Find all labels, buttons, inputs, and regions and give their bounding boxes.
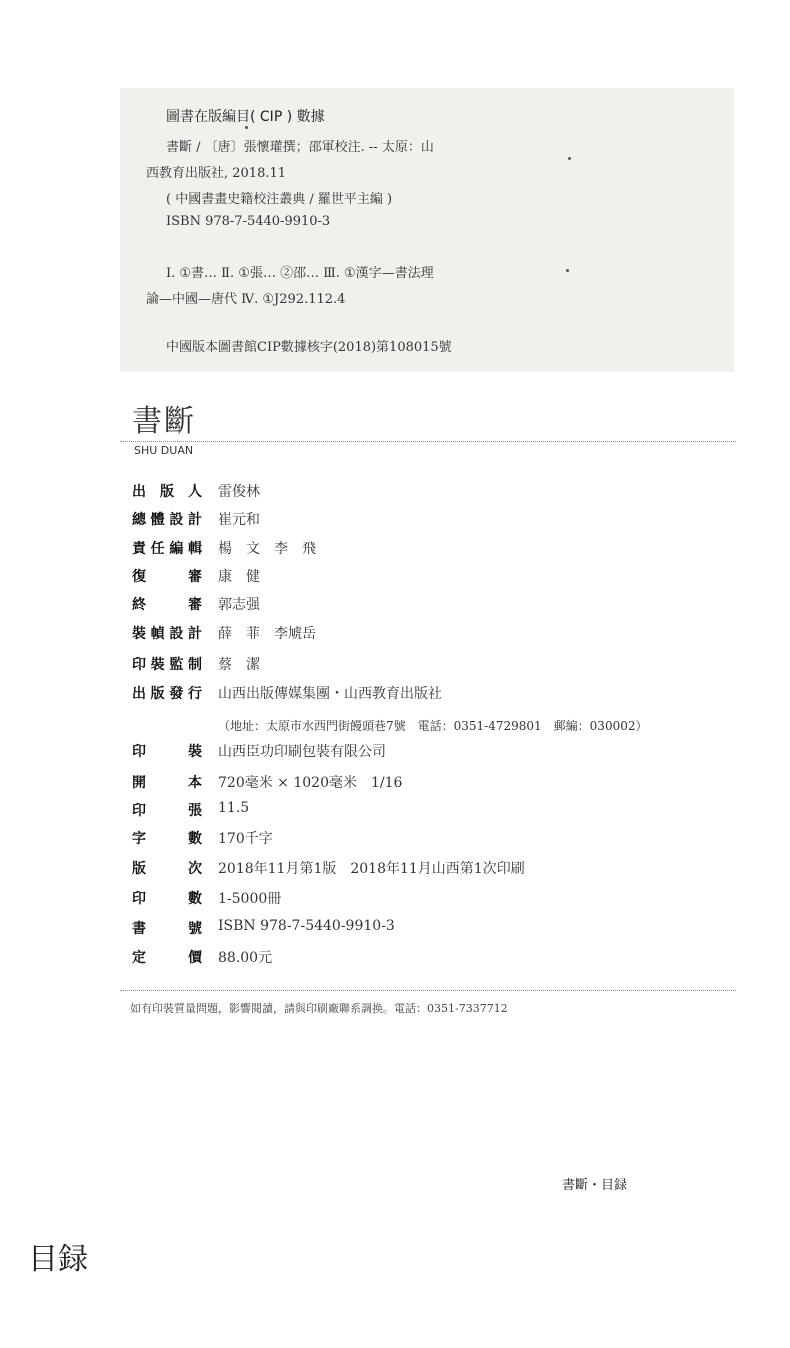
imprint-label-edition: 版次 — [132, 861, 202, 877]
imprint-label-publisher-distributor: 出版發行 — [132, 686, 202, 702]
imprint-label-printer: 印裝 — [132, 744, 202, 760]
table-of-contents-heading: 目録 — [28, 1242, 88, 1277]
imprint-label-price: 定價 — [132, 950, 202, 966]
imprint-value-publisher-distributor: 山西出版傳媒集團・山西教育出版社 — [218, 686, 442, 702]
running-head: 書斷・目録 — [562, 1178, 628, 1193]
imprint-value-overall-design: 崔元和 — [218, 512, 260, 528]
cip-line: 西教育出版社, 2018.11 — [146, 166, 287, 181]
cip-classification-line: 論—中國—唐代 Ⅳ. ①J292.112.4 — [146, 292, 346, 307]
cip-title: 圖書在版編目( CIP ) 數據 — [166, 109, 325, 125]
imprint-value-word-count: 170千字 — [218, 831, 273, 847]
imprint-label-word-count: 字數 — [132, 831, 202, 847]
cip-classification-line: Ⅰ. ①書… Ⅱ. ①張… ②邵… Ⅲ. ①漢字—書法理 — [166, 266, 434, 281]
imprint-value-binding-design: 薛 菲 李虓岳 — [218, 626, 316, 642]
imprint-label-format: 開本 — [132, 775, 202, 791]
imprint-value-edition: 2018年11月第1版 2018年11月山西第1次印刷 — [218, 861, 525, 877]
imprint-label-final-review: 終審 — [132, 597, 202, 613]
imprint-value-editor: 楊 文 李 飛 — [218, 541, 316, 557]
book-title-romanized: SHU DUAN — [134, 444, 194, 457]
cip-isbn-line: ISBN 978-7-5440-9910-3 — [166, 214, 331, 229]
imprint-label-second-review: 復審 — [132, 569, 202, 585]
imprint-label-binding-design: 裝幀設計 — [132, 626, 202, 642]
cip-record-number: 中國版本圖書館CIP數據核字(2018)第108015號 — [166, 340, 452, 355]
divider — [120, 990, 736, 991]
imprint-label-print-run: 印數 — [132, 891, 202, 907]
divider — [120, 441, 736, 442]
imprint-value-format: 720毫米 × 1020毫米 1/16 — [218, 775, 403, 791]
imprint-publisher-address: （地址：太原市水西門街饅頭巷7號 電話：0351-4729801 郵編：030002） — [218, 719, 648, 733]
cip-data-box — [120, 88, 734, 372]
book-title: 書斷 — [132, 404, 196, 439]
imprint-value-print-run: 1-5000冊 — [218, 891, 282, 907]
imprint-value-printer: 山西臣功印刷包裝有限公司 — [218, 744, 386, 760]
imprint-value-sheets: 11.5 — [218, 800, 250, 816]
imprint-value-print-supervision: 蔡 潔 — [218, 657, 260, 673]
print-speck — [568, 157, 571, 160]
print-speck — [566, 269, 569, 272]
imprint-label-isbn: 書號 — [132, 921, 202, 937]
imprint-value-second-review: 康 健 — [218, 569, 260, 585]
imprint-label-overall-design: 總體設計 — [132, 512, 202, 528]
cip-line: 書斷 / 〔唐〕張懷瓘撰；邵軍校注. -- 太原：山 — [166, 140, 434, 155]
imprint-value-final-review: 郭志强 — [218, 597, 260, 613]
print-speck — [245, 126, 248, 129]
quality-notice: 如有印裝質量問題，影響閱讀，請與印刷廠聯系調换。電話：0351-7337712 — [130, 1002, 508, 1015]
imprint-value-price: 88.00元 — [218, 950, 273, 966]
imprint-value-isbn: ISBN 978-7-5440-9910-3 — [218, 918, 395, 934]
imprint-label-sheets: 印張 — [132, 803, 202, 819]
imprint-label-print-supervision: 印裝監制 — [132, 657, 202, 673]
cip-line: ( 中國書畫史籍校注叢典 / 羅世平主編 ) — [166, 192, 393, 207]
imprint-label-editor: 責任編輯 — [132, 541, 202, 557]
imprint-label-publisher: 出版人 — [132, 484, 202, 500]
imprint-value-publisher: 雷俊林 — [218, 484, 260, 500]
